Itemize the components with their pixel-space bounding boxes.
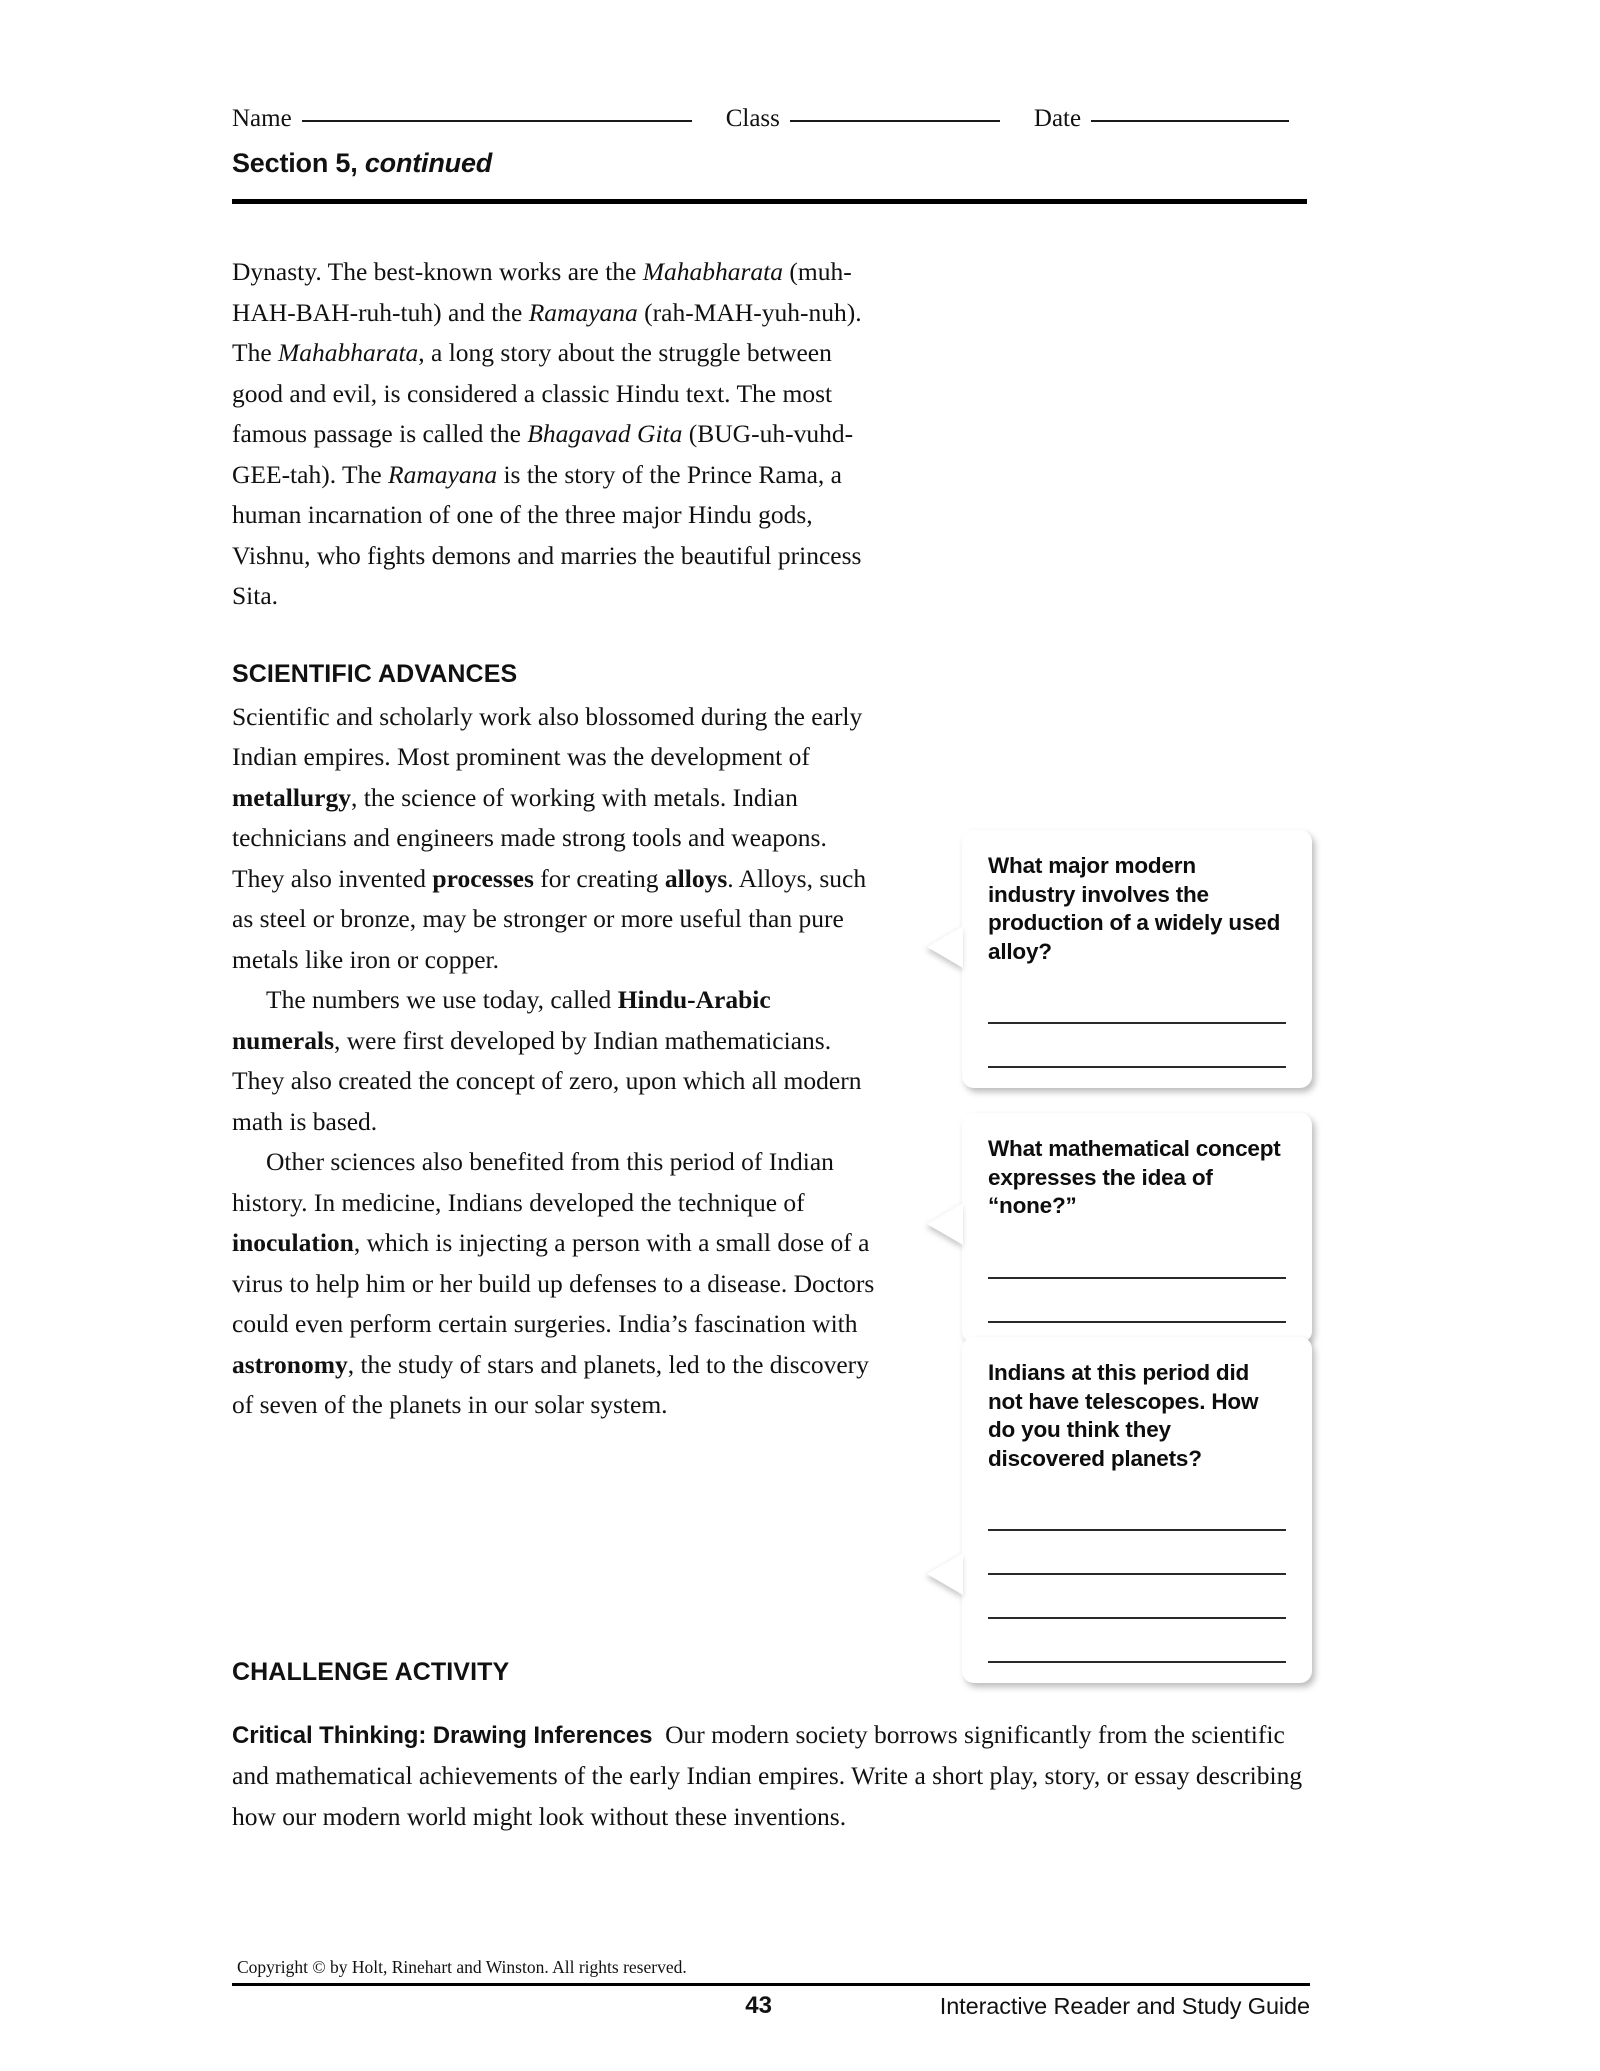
callout-pointer-tail (927, 1553, 963, 1595)
paragraph-numerals: The numbers we use today, called Hindu-Arabic numerals, were first developed by Indian mathematicians. They also created the concept of zero, upon which all modern math is based. (232, 985, 862, 1136)
question-callout (962, 1113, 1312, 1343)
header-divider-rule (232, 199, 1307, 204)
callout-question-text: What mathematical concept expresses the idea of “none?” (988, 1136, 1281, 1218)
answer-lines[interactable] (988, 980, 1286, 1068)
answer-lines[interactable] (988, 1235, 1286, 1323)
challenge-paragraph (232, 1715, 1310, 1838)
heading-challenge-activity: CHALLENGE ACTIVITY (232, 1658, 510, 1686)
copyright-notice: Copyright © by Holt, Rinehart and Winston. All rights reserved. (237, 1957, 687, 1977)
answer-line[interactable] (988, 1575, 1286, 1619)
main-text-column (232, 252, 882, 1426)
answer-lines[interactable] (988, 1487, 1286, 1663)
heading-scientific-advances: SCIENTIFIC ADVANCES (232, 659, 518, 688)
class-blank-line[interactable] (790, 119, 1000, 122)
page-number: 43 (745, 1992, 772, 2019)
footer-divider-rule (232, 1983, 1310, 1986)
name-label: Name (232, 105, 292, 132)
callout-pointer-tail (927, 926, 963, 968)
question-callout (962, 830, 1312, 1088)
answer-line[interactable] (988, 1235, 1286, 1279)
answer-line[interactable] (988, 980, 1286, 1024)
section-title (232, 148, 492, 179)
callout-question-text: Indians at this period did not have telescopes. How do you think they discovered planets? (988, 1360, 1259, 1471)
paragraph-other-sciences: Other sciences also benefited from this period of Indian history. In medicine, Indians developed the technique of inoculation, which is injecting a person with a small dose of a virus to help him or her build up defenses to a disease. Doctors could even perform certain surgeries. India’s fascination with astronomy, the study of stars and planets, led to the discovery of seven of the planets in our solar system. (232, 1147, 875, 1419)
challenge-activity-block (232, 1655, 1310, 1863)
answer-line[interactable] (988, 1024, 1286, 1068)
section-title-text: Section 5, (232, 148, 358, 178)
callout-question-text: What major modern industry involves the production of a widely used alloy? (988, 853, 1281, 964)
challenge-text: Our modern society borrows significantly from the scientific and mathematical achievements of the early Indian empires. Write a short play, story, or essay describing how our modern world might look without these inventions. (232, 1719, 1303, 1831)
question-callout (962, 1337, 1312, 1683)
name-blank-line[interactable] (302, 119, 692, 122)
answer-line[interactable] (988, 1487, 1286, 1531)
paragraph-dynasty: Dynasty. The best-known works are the Mahabharata (muh-HAH-BAH-ruh-tuh) and the Ramayana (rah-MAH-yuh-nuh). The Mahabharata, a long story about the struggle between good and evil, is considered a classic Hindu text. The most famous passage is called the Bhagavad Gita (BUG-uh-vuhd-GEE-tah). The Ramayana is the story of the Prince Rama, a human incarnation of one of the three major Hindu gods, Vishnu, who fights demons and marries the beautiful princess Sita. (232, 257, 862, 610)
answer-line[interactable] (988, 1619, 1286, 1663)
spacer (232, 617, 882, 657)
footer-book-title: Interactive Reader and Study Guide (939, 1993, 1310, 2019)
date-blank-line[interactable] (1091, 119, 1289, 122)
class-label: Class (725, 105, 780, 132)
callout-pointer-tail (927, 1203, 963, 1245)
section-continued-text: continued (364, 148, 493, 178)
answer-line[interactable] (988, 1279, 1286, 1323)
answer-line[interactable] (988, 1531, 1286, 1575)
paragraph-metallurgy: Scientific and scholarly work also blossomed during the early Indian empires. Most prominent was the development of metallurgy, the science of working with metals. Indian technicians and engineers made strong tools and weapons. They also invented processes for creating alloys. Alloys, such as steel or bronze, may be stronger or more useful than pure metals like iron or copper. (232, 701, 867, 974)
header-fields (232, 105, 1307, 133)
challenge-lead-in: Critical Thinking: Drawing Inferences (232, 1721, 653, 1749)
date-label: Date (1033, 105, 1082, 132)
